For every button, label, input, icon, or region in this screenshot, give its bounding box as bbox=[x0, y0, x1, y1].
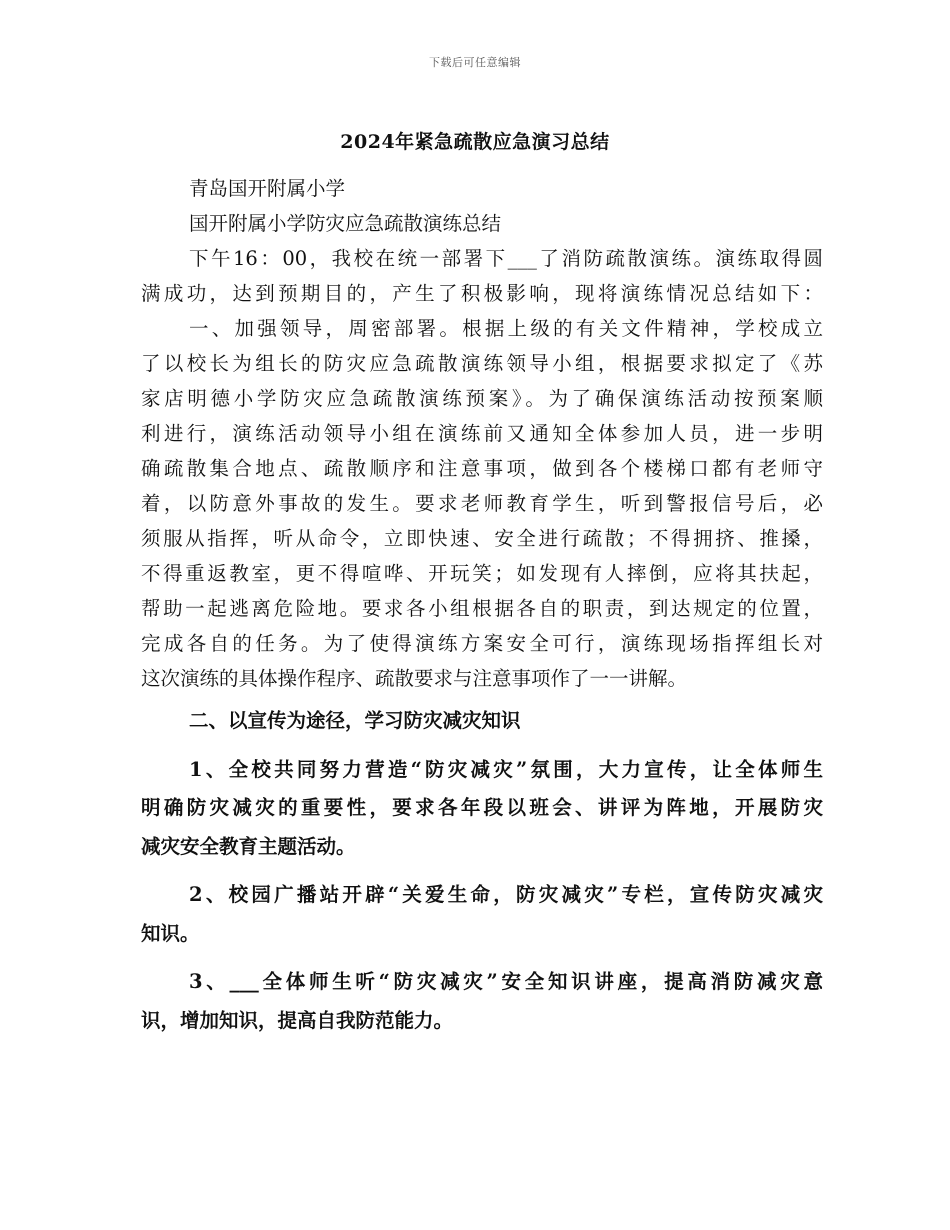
paragraph-line: 不得重返教室，更不得喧哗、开玩笑；如发现有人摔倒，应将其扶起， bbox=[141, 562, 823, 585]
intro-paragraph bbox=[141, 241, 823, 311]
paragraph-line: 着，以防意外事故的发生。要求老师教育学生，听到警报信号后，必 bbox=[141, 492, 823, 515]
paragraph-line: 了以校长为组长的防灾应急疏散演练领导小组，根据要求拟定了《苏 bbox=[141, 352, 823, 375]
document-title: 2024年紧急疏散应急演习总结 bbox=[340, 131, 610, 153]
section-1-paragraph bbox=[141, 311, 823, 696]
paragraph-line: 满成功，达到预期目的，产生了积极影响，现将演练情况总结如下： bbox=[141, 282, 823, 305]
paragraph-line: 利进行，演练活动领导小组在演练前又通知全体参加人员，进一步明 bbox=[141, 422, 823, 445]
paragraph-line: 完成各自的任务。为了使得演练方案安全可行，演练现场指挥组长对 bbox=[141, 632, 823, 655]
paragraph-line: 下午16：00，我校在统一部署下___了消防疏散演练。演练取得圆 bbox=[189, 247, 823, 270]
section-2 bbox=[141, 702, 823, 1040]
paragraph-line: 家店明德小学防灾应急疏散演练预案》。为了确保演练活动按预案顺 bbox=[141, 387, 823, 410]
paragraph-line: 帮助一起逃离危险地。要求各小组根据各自的职责，到达规定的位置， bbox=[141, 597, 823, 620]
paragraph-line: 确疏散集合地点、疏散顺序和注意事项，做到各个楼梯口都有老师守 bbox=[141, 457, 823, 480]
document-body bbox=[141, 171, 823, 1040]
paragraph-line: 1、全校共同努力营造“防灾减灾”氛围，大力宣传，让全体师生 bbox=[189, 757, 823, 781]
paragraph-line: 知识。 bbox=[141, 921, 200, 945]
school-name: 青岛国开附属小学 bbox=[189, 177, 346, 200]
paragraph-line: 须服从指挥，听从命令，立即快速、安全进行疏散；不得拥挤、推搡， bbox=[141, 527, 823, 550]
paragraph-line: 明确防灾减灾的重要性，要求各年段以班会、讲评为阵地，开展防灾 bbox=[141, 796, 823, 819]
item-1-paragraph bbox=[141, 751, 823, 867]
document-subtitle: 国开附属小学防灾应急疏散演练总结 bbox=[189, 212, 502, 235]
section-2-heading: 二、以宣传为途径，学习防灾减灾知识 bbox=[189, 709, 521, 732]
paragraph-line: 识，增加知识，提高自我防范能力。 bbox=[141, 1008, 454, 1032]
item-2-paragraph bbox=[141, 876, 823, 953]
paragraph-line: 减灾安全教育主题活动。 bbox=[141, 834, 356, 858]
paragraph-line: 这次演练的具体操作程序、疏散要求与注意事项作了一一讲解。 bbox=[141, 667, 688, 690]
header-note: 下载后可任意编辑 bbox=[429, 56, 521, 69]
paragraph-line: 3、___全体师生听“防灾减灾”安全知识讲座，提高消防减灾意 bbox=[189, 970, 823, 993]
paragraph-line: 一、加强领导，周密部署。根据上级的有关文件精神，学校成立 bbox=[189, 317, 823, 340]
item-3-paragraph bbox=[141, 963, 823, 1040]
paragraph-line: 2、校园广播站开辟“关爱生命，防灾减灾”专栏，宣传防灾减灾 bbox=[189, 883, 823, 906]
